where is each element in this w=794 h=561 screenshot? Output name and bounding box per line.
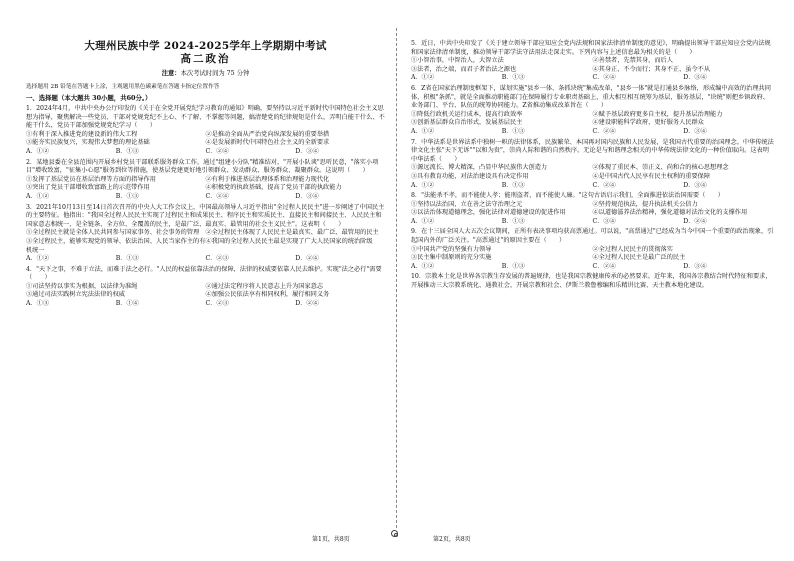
option-row [411, 164, 774, 173]
statement-option: ②有利于推进基层治理体系和治理能力现代化 [205, 175, 330, 183]
option-row [411, 57, 774, 66]
answer-choice: D．③④ [683, 74, 707, 82]
option-row [26, 291, 385, 300]
answer-row [26, 148, 385, 157]
answer-row [411, 182, 774, 191]
answer-choice: B．①③ [115, 147, 139, 155]
statement-option: ③以法治体现道德理念，强化法律对道德建设的促进作用 [411, 209, 566, 217]
question-stem: 5．近日，中共中央印发了《关于建立领导干部应知应会党内法规和国家法律清单制度的意见》，明确提出领导干部应知应会党内法规和国家法律清单制度，推动领导干部学法守法用法走深走实。下列内容与上述信息最为相关的是（ ） [411, 40, 771, 56]
answer-row [411, 74, 774, 83]
binding-hole-icon [391, 530, 398, 537]
question-stem: 8．"法能杀不孝，而不能使人孝；能刑盗者，而不能使人廉。"这句古语启示我们，全面推进依法治国需要（ ） [411, 192, 724, 200]
answer-choice: B．①③ [115, 192, 139, 200]
right-page [397, 0, 794, 561]
answer-choice: D．③④ [683, 127, 707, 135]
section-heading: 一、选择题（本大题共 30小题，共60分。） [26, 94, 152, 102]
statement-option: ②赋予基层政府更多自主权，提升基层治理能力 [592, 110, 723, 118]
statement-option: ①全过程民主就是全体人民共同参与国家事务、社会事务的管理 [26, 229, 200, 237]
question-block [411, 273, 774, 290]
answer-choice: D．③④ [683, 181, 707, 189]
answer-choice: A．①② [26, 255, 50, 263]
right-question-list [411, 40, 774, 291]
answer-choice: B．①③ [501, 181, 525, 189]
statement-option: ②善禁者，先禁其身，而后人 [592, 57, 673, 65]
answer-choice: A．①② [411, 74, 435, 82]
option-row [26, 184, 385, 193]
question-block [26, 105, 385, 157]
option-row [411, 254, 774, 263]
option-row [26, 238, 385, 255]
answer-choice: D．②④ [295, 255, 319, 263]
statement-option: ④加强公民依法享有相同权利，履行相同义务 [205, 291, 330, 299]
option-row [26, 139, 385, 148]
question-block [411, 85, 774, 137]
statement-option: ①有利于深入推进党的建设新的伟大工程 [26, 130, 138, 138]
answer-row [26, 193, 385, 202]
exam-subtitle: 高二政治 [180, 53, 231, 65]
question-block [26, 204, 385, 264]
question-stem: 9．在十三届全国人大五次会议期间，正所有表决事项均获高票通过。可以说，"高票通过"已经成为当今中国一个重要的政治现象，引起国内外的广泛关注。"高票通过"的原因主要在（ ） [411, 228, 774, 245]
question-block [411, 192, 774, 226]
question-block [411, 228, 774, 271]
exam-title: 大理州民族中学 2024-2025学年上学期期中考试 [84, 40, 327, 52]
question-stem: 2．某地县委在全县范围内开展乡村党员干部联系服务群众工作，通过"组建小分队"精准结对，"开展小队谈"思听民意，"落实小项目"增收致富，"征集小心愿"服务到位等措施，使基层党建更好地引领群众、发动群众、服务群众、凝聚群众。这说明（ ） [26, 158, 379, 175]
question-block [26, 159, 385, 202]
statement-option: ③具有教育功能，对法治建设具有决定作用 [411, 172, 529, 180]
statement-option: ②坚持规范执法，提升执法机关公信力 [592, 200, 698, 208]
statement-option: ①小智治事，中智治人，大智立法 [411, 57, 504, 65]
statement-option: ④其身正，不令而行；其身不正，虽令不从 [592, 65, 711, 73]
option-row [26, 229, 385, 238]
statement-option: ③全过程民主，能够实现党的领导、依法治国、人民当家作主的有机统一 [26, 237, 206, 254]
question-stem: 7．中华法系是世界法系中独树一帜的法律体系，民族繁荣、本国再对国内民族和人民发展，是我国古代重要的治国理念。中华传统法律文化主张"天下无诉""以和为贵"，崇尚人际和谐的自然秩序。无论是与和谐理念相关的中华传统法律文化的一种价值取向。这表明中华法系（ ） [411, 138, 774, 163]
answer-choice: A．①② [411, 127, 435, 135]
left-question-list [26, 105, 385, 309]
answer-choice: C．②④ [205, 192, 229, 200]
answer-choice: B．①③ [501, 262, 525, 270]
answer-choice: A．①③ [26, 300, 50, 308]
question-stem: 1．2024年4月，中共中央办公厅印发的《关于在全党开展党纪学习教育的通知》明确，要坚持以习近平新时代中国特色社会主义思想为指导，聚焦解决一些党员、干部对党规党纪不上心、不了解、不掌握等问题，搞清楚党的纪律规矩是什么，弄明白能干什么、不能干什么，党员干部加强党规党纪学习（ ） [26, 105, 385, 130]
statement-option: ④是发展新时代中国特色社会主义的全新要求 [205, 139, 330, 147]
statement-option: ③法者，治之端，而君子者治法之源也 [411, 65, 517, 73]
question-stem: 6．Z省在国家治理制度框架下，谋划实施"县乡一体、条抓块统"集成改革，"县乡一体"就是打通县乡脉络，形成编中高效的治理共同体，积极"条抓"，就是全面推动职能部门在保障履行专业职责基础上，重大相互相互统筹为基层，服务基层，"块统"则把乡镇政府、业务部门、平台、队伍的统筹协同能力。Z省推动集成改革旨在（ ） [411, 84, 771, 110]
statement-option: ③突出了党员干部增收致富路上的示范带作用 [26, 184, 150, 192]
answer-choice: D．②④ [683, 217, 707, 225]
statement-option: ②全过程民主体现了人民民主是最真实、最广泛、最管用的民主 [205, 229, 379, 237]
answer-choice: C．②③ [205, 300, 229, 308]
option-row [411, 201, 774, 210]
answer-row [26, 300, 385, 309]
statement-option: ④建设职能科学政府，更好服务人民群众 [592, 119, 704, 127]
page-number-left: 第1页，共8页 [312, 536, 350, 543]
statement-option: ④我国的全过程人民民主最是实现了广大人民国家的统治阶级 [205, 237, 373, 245]
answer-row [26, 255, 385, 264]
question-stem: 10．宗教本土化是世界各宗教生存发展的普遍规律，也是我国宗教健康传承的必然要求。近年来，我国各宗教结合时代特征和要求，开展推动三大宗教系统化、通教社会，开展宗教和社会、伊斯兰教鲁穆编和乐精讲比赛、天主教本地化建设。 [411, 273, 772, 290]
statement-option: ④全过程人民民主是最广泛的民主 [592, 254, 686, 262]
statement-option: ③能夯实民族复兴，实现伟大梦想的理论基础 [26, 139, 150, 147]
statement-option: ②是推动全面从严治党向纵深发展的重要举措 [205, 130, 330, 138]
statement-option: ④是中国古代人民享有民主权利的重要保障 [592, 172, 711, 180]
answer-choice: A．①② [411, 262, 435, 270]
answer-choice: A．①② [411, 181, 435, 189]
answer-choice: C．②④ [592, 127, 616, 135]
statement-option: ④以道德滋养法治精神，强化道德对法治文化的支撑作用 [592, 209, 748, 217]
statement-option: ①司法坚持以事实为根据，以法律为准绳 [26, 282, 138, 290]
option-row [411, 246, 774, 255]
option-row [411, 119, 774, 128]
statement-option: ①源远流长、博大精深，凸显中华民族伟大创造力 [411, 164, 548, 172]
answer-choice: B．①③ [115, 255, 139, 263]
answer-row [411, 263, 774, 272]
answer-choice: A．①② [26, 147, 50, 155]
answer-choice: C．②④ [592, 181, 616, 189]
answer-choice: D．③④ [295, 192, 319, 200]
option-row [411, 209, 774, 218]
statement-option: ①中国共产党的坚强有力领导 [411, 245, 492, 253]
question-block [26, 266, 385, 309]
answer-choice: B．①③ [501, 74, 525, 82]
statement-option: ③通过司法实践树立宪法法律的权威 [26, 291, 125, 299]
answer-choice: A．①② [411, 217, 435, 225]
answer-row [411, 128, 774, 137]
answer-row [411, 218, 774, 227]
statement-option: ②体现了重民本、崇正义、尚和合的核心思想理念 [592, 164, 729, 172]
answer-choice: D．②④ [295, 300, 319, 308]
question-block [411, 139, 774, 191]
page-number-right: 第2页，共8页 [433, 536, 471, 543]
exam-note [26, 69, 385, 78]
option-row [411, 173, 774, 182]
statement-option: ③创新基层群众自治形式，发展基层民主 [411, 119, 523, 127]
statement-option: ①发挥了基层党员在基层治理等方面的指导作用 [26, 175, 156, 183]
answer-choice: C．③④ [592, 217, 616, 225]
statement-option: ④积极党的执政基础，提高了党员干部的执政能力 [205, 184, 342, 192]
statement-option: ①坚持以法治国，立在善之法守治理之元 [411, 200, 523, 208]
answer-choice: C．②④ [205, 147, 229, 155]
answer-choice: C．②④ [592, 262, 616, 270]
statement-option: ①降低行政机关运行成本，提高行政效率 [411, 110, 523, 118]
answer-choice: A．①② [26, 192, 50, 200]
answer-choice: B．①③ [501, 217, 525, 225]
question-stem: 4．"天下之事，不难于立法，而难于法之必行。"人民的权益依靠法治的保障，法律的权威要依靠人民去维护。实现"法之必行"需要（ ） [26, 265, 382, 282]
answer-choice: D．③④ [295, 147, 319, 155]
answer-choice: B．①③ [501, 127, 525, 135]
note-label: 注意： [161, 70, 181, 77]
question-block [411, 40, 774, 83]
statement-option: ②通过法定程序将人民意志上升为国家意志 [205, 282, 324, 290]
exam-instructions: 选择题用 2B 铅笔在答题卡上涂，主观题用黑色碳素笔在答题卡指定位置作答 [26, 84, 220, 90]
statement-option: ②全过程人民民主的贯彻落实 [592, 245, 673, 253]
question-stem: 3．2021年10月13日至14日首次召开的中央人大工作会议上，中国最高领导人习近平指出"全过程人民民主"进一步阐述了中国民主的主要特征。他指出："我国全过程人民民主实现了过程民主和成果民主、程序民主和实质民主、直接民主和间接民主、人民民主和国家意志相统一，是全链条、全方位、全覆盖的民主，是最广泛、最真实、最管用的社会主义民主"。这表明（ ） [26, 203, 385, 228]
answer-choice: D．③④ [683, 262, 707, 270]
statement-option: ③民主集中制原则的充分实施 [411, 254, 492, 262]
answer-choice: C．②④ [592, 74, 616, 82]
answer-choice: B．①④ [115, 300, 139, 308]
note-text: 本次考试时间为 75 分钟 [180, 70, 250, 77]
answer-choice: C．②③ [205, 255, 229, 263]
